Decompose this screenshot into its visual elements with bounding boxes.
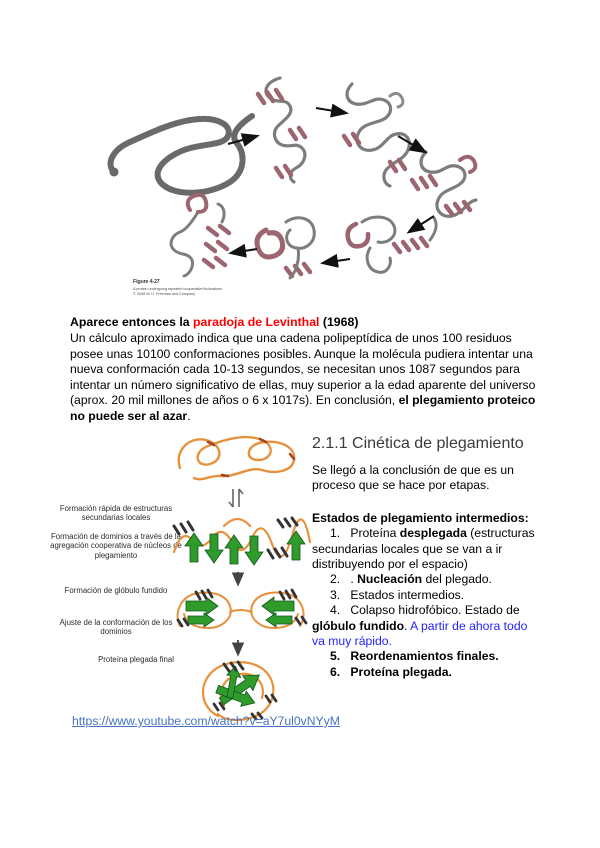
stage-label-secondary-structures: Formación rápida de estructuras secundarias locales <box>59 504 173 523</box>
list-title: Estados de plegamiento intermedios: <box>312 510 529 525</box>
stage-label-domain-adjustment: Ajuste de la conformación de los dominios <box>59 618 173 637</box>
partially-folded-structure-2 <box>258 78 305 182</box>
list-item-4: 4. Colapso hidrofóbico. Estado de glóbulo fundido. A partir de ahora todo va muy rápido. <box>312 603 528 649</box>
levinthal-paragraph: Un cálculo aproximado indica que una cadena polipeptídica de unos 100 residuos posee unas 10100 conformaciones posibles. Aunque la molécula pudiera intentar una nueva conformación cada 10-13 segundos, se necesitan unos 1087 segundos para intentar un número significativo de ellas, muy superior a la edad aparente del universo (aprox. 20 mil millones de años o 6 x 1017s). En conclusión, el plegamiento proteico no puede ser al azar. <box>70 331 536 423</box>
folded-structure-7 <box>171 195 229 276</box>
kinetics-section <box>312 434 538 680</box>
youtube-link-container <box>72 714 340 728</box>
partially-folded-structure-3 <box>344 84 409 186</box>
protein-folding-cycle-illustration <box>94 72 526 292</box>
folding-stages-illustration <box>172 430 314 722</box>
section-title: 2.1.1 Cinética de plegamiento <box>312 435 524 452</box>
figure-caption-credit: © 2008 W. H. Freeman and Company <box>133 290 195 296</box>
folded-protein-stage <box>203 662 276 720</box>
levinthal-heading: Aparece entonces la paradoja de Levinthal (1968) <box>70 315 359 329</box>
list-item-5: 5. Reordenamientos finales. <box>330 649 499 664</box>
list-item-2: 2. . Nucleación del plegado. <box>330 572 492 587</box>
figure-caption <box>133 279 353 296</box>
domain-clusters-stage <box>178 590 306 628</box>
protein-folding-cycle-figure <box>94 72 526 292</box>
figure-caption-number: Figure 4-27 <box>133 279 160 285</box>
partially-folded-structure-4 <box>412 152 476 216</box>
partially-folded-structure-6 <box>257 218 314 278</box>
list-item-3: 3. Estados intermedios. <box>330 587 465 602</box>
section-intro: Se llegó a la conclusión de que es un proceso que se hace por etapas. <box>312 463 514 493</box>
list-item-1: 1. Proteína desplegada (estructuras secundarias locales que se van a ir distribuyendo por el espacio) <box>312 526 535 572</box>
partially-folded-structure-5 <box>348 217 436 272</box>
stage-label-domain-formation: Formación de dominios a través de la agregación cooperativa de núcleos de plegamiento <box>50 532 182 560</box>
equilibrium-arrows-icon <box>229 489 243 507</box>
folding-stages-figure <box>40 430 326 726</box>
list-item-6: 6. Proteína plegada. <box>330 664 452 679</box>
unfolded-coil <box>179 437 294 479</box>
unfolded-chain-structure <box>110 116 253 193</box>
stage-label-folded-protein: Proteína plegada final <box>98 655 174 664</box>
secondary-structures-stage <box>174 518 310 565</box>
stage-label-molten-globule: Formación de glóbulo fundido <box>64 586 168 595</box>
youtube-link[interactable]: https://www.youtube.com/watch?v=aY7ul0vNYyM <box>72 714 340 728</box>
figure-caption-title: A protein undergoing repeated cooperative fluctuations <box>133 285 222 291</box>
